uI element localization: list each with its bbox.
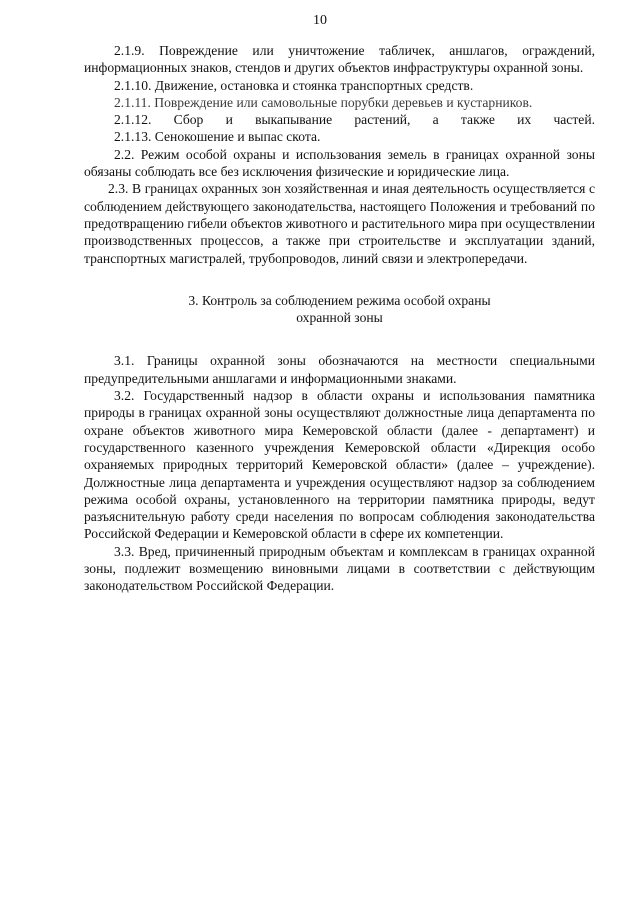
section-spacer: [84, 326, 595, 352]
paragraph-3-1: 3.1. Границы охранной зоны обозначаются на местности специальными предупредительными аншлагами и информационными знаками.: [84, 353, 595, 386]
paragraph-3-2: 3.2. Государственный надзор в области охраны и использования памятника природы в границах охранной зоны осуществляют должностные лица департамента по охране объектов животного мира Кемеровской области (далее - департамент) и государственного казенного учреждения Кемеровской области «Дирекция особо охраняемых природных территорий Кемеровской области» (далее – учреждение). Должностные лица департамента и учреждения осуществляют надзор за соблюдением режима особой охраны, установленного на территории памятника природы, ведут разъяснительную работу среди населения по вопросам соблюдения законодательства Российской Федерации и Кемеровской области в сфере их компетенции.: [84, 388, 595, 542]
document-body: [84, 42, 595, 595]
section-title: [84, 292, 595, 327]
section-title-line-2: охранной зоны: [296, 310, 383, 326]
paragraph-2-2: 2.2. Режим особой охраны и использования земель в границах охранной зоны обязаны соблюдать все без исключения физические и юридические лица.: [84, 146, 595, 180]
section-title-line-1: 3. Контроль за соблюдением режима особой охраны: [188, 292, 491, 308]
page-number: 10: [313, 13, 327, 28]
paragraph-2-1-9: 2.1.9. Повреждение или уничтожение табличек, аншлагов, ограждений, информационных знаков, стендов и других объектов инфраструктуры охранной зоны.: [84, 43, 595, 76]
paragraph-2-1-11: 2.1.11. Повреждение или самовольные порубки деревьев и кустарников.: [114, 94, 533, 110]
paragraph-2-3: 2.3. В границах охранных зон хозяйственная и иная деятельность осуществляется с соблюдением действующего законодательства, настоящего Положения и требований по предотвращению гибели объектов животного и растительного мира при осуществлении производственных процессов, а также при строительстве и эксплуатации зданий, транспортных магистралей, трубопроводов, линий связи и электропередачи.: [84, 181, 595, 266]
paragraph-2-1-13: 2.1.13. Сенокошение и выпас скота.: [114, 129, 321, 145]
paragraph-3-3: 3.3. Вред, причиненный природным объектам и комплексам в границах охранной зоны, подлежит возмещению виновными лицами в соответствии с действующим законодательством Российской Федерации.: [84, 543, 595, 594]
paragraph-2-1-10: 2.1.10. Движение, остановка и стоянка транспортных средств.: [114, 77, 474, 93]
paragraph-2-1-12: 2.1.12. Сбор и выкапывание растений, а также их частей.: [114, 112, 595, 128]
